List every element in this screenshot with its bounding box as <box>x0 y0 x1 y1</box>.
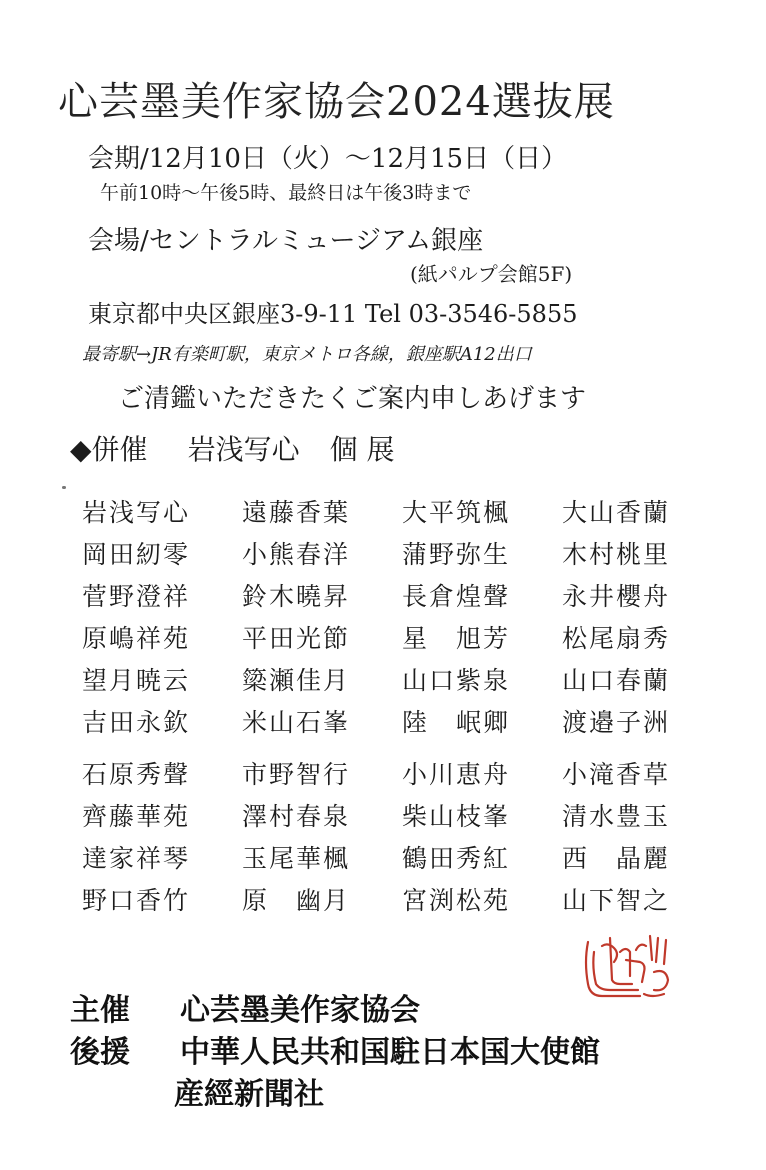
artist-row <box>82 700 722 742</box>
artist-name: 原嶋祥苑 <box>82 624 191 653</box>
artist-name: 木村桃里 <box>562 540 671 569</box>
organizer-name: 心芸墨美作家協会 <box>180 993 420 1028</box>
artist-name: 蒲野弥生 <box>402 540 511 569</box>
artist-name: 山口紫泉 <box>402 666 511 695</box>
artist-name: 岩浅写心 <box>82 498 191 527</box>
speck <box>62 486 66 489</box>
artist-name: 陸 岷卿 <box>402 708 511 737</box>
artist-row <box>82 658 722 700</box>
artist-row <box>82 794 722 836</box>
artist-name: 澤村春泉 <box>242 802 351 831</box>
artist-row <box>82 752 722 794</box>
artist-name: 松尾扇秀 <box>562 624 671 653</box>
artist-row <box>82 878 722 920</box>
venue-name: 会場/セントラルミュージアム銀座 <box>88 226 484 256</box>
venue-address: 東京都中央区銀座3-9-11 Tel 03-3546-5855 <box>88 300 578 328</box>
artist-name: 平田光節 <box>242 624 351 653</box>
artist-name: 小川恵舟 <box>402 760 511 789</box>
artist-name: 遠藤香葉 <box>242 498 351 527</box>
artist-name: 永井櫻舟 <box>562 582 671 611</box>
organizer-block <box>70 990 600 1116</box>
greeting-text: ご清鑑いただきたくご案内申しあげます <box>118 384 587 414</box>
artist-name: 鶴田秀紅 <box>402 844 511 873</box>
artist-row <box>82 616 722 658</box>
artist-name: 玉尾華楓 <box>242 844 351 873</box>
artist-name: 市野智行 <box>242 760 351 789</box>
artist-name: 渡邉子洲 <box>562 708 671 737</box>
artist-row <box>82 836 722 878</box>
artist-name: 米山石峯 <box>242 708 351 737</box>
artist-name: 小熊春洋 <box>242 540 351 569</box>
artist-list <box>82 490 722 920</box>
artist-name: 石原秀聲 <box>82 760 191 789</box>
artist-name: 山口春蘭 <box>562 666 671 695</box>
support-row-2 <box>70 1074 600 1116</box>
artist-name: 山下智之 <box>562 886 671 915</box>
organizer-row <box>70 990 600 1032</box>
artist-name: 宮渕松苑 <box>402 886 511 915</box>
support-row <box>70 1032 600 1074</box>
concurrent-label: 併催 <box>91 433 148 466</box>
artist-name: 原 幽月 <box>242 886 351 915</box>
artist-row <box>82 490 722 532</box>
nearest-station: 最寄駅→JR有楽町駅，東京メトロ各線，銀座駅A12出口 <box>82 344 532 365</box>
concurrent-exhibition <box>70 428 394 468</box>
artist-row <box>82 532 722 574</box>
artist-name: 星 旭芳 <box>402 624 511 653</box>
artist-name: 小滝香草 <box>562 760 671 789</box>
support-name-2: 産經新聞社 <box>174 1077 324 1112</box>
artist-name: 簗瀬佳月 <box>242 666 351 695</box>
artist-name: 鈴木曉昇 <box>242 582 351 611</box>
concurrent-type: 個 展 <box>329 433 395 466</box>
opening-hours: 午前10時～午後5時、最終日は午後3時まで <box>100 182 472 204</box>
venue-building: (紙パルプ会館5F) <box>410 262 573 286</box>
support-name-1: 中華人民共和国駐日本国大使館 <box>180 1035 600 1070</box>
diamond-icon: ◆ <box>70 433 92 466</box>
artist-name: 大平筑楓 <box>402 498 511 527</box>
artist-row <box>82 574 722 616</box>
artist-name: 望月暁云 <box>82 666 191 695</box>
artist-name: 野口香竹 <box>82 886 191 915</box>
exhibition-period: 会期/12月10日（火）～12月15日（日） <box>88 144 568 174</box>
artist-name: 齊藤華苑 <box>82 802 191 831</box>
artist-name: 清水豊玉 <box>562 802 671 831</box>
artist-name: 岡田紉零 <box>82 540 191 569</box>
concurrent-artist: 岩浅写心 <box>187 433 300 466</box>
artist-name: 大山香蘭 <box>562 498 671 527</box>
artist-name: 吉田永欽 <box>82 708 191 737</box>
organizer-label: 主催 <box>70 993 130 1028</box>
exhibition-title: 心芸墨美作家協会2024選抜展 <box>58 79 615 125</box>
artist-name: 柴山枝峯 <box>402 802 511 831</box>
artist-name: 長倉煌聲 <box>402 582 511 611</box>
artist-name: 菅野澄祥 <box>82 582 191 611</box>
artist-name: 西 晶麗 <box>562 844 671 873</box>
support-label: 後援 <box>70 1035 130 1070</box>
artist-name: 達家祥琴 <box>82 844 191 873</box>
